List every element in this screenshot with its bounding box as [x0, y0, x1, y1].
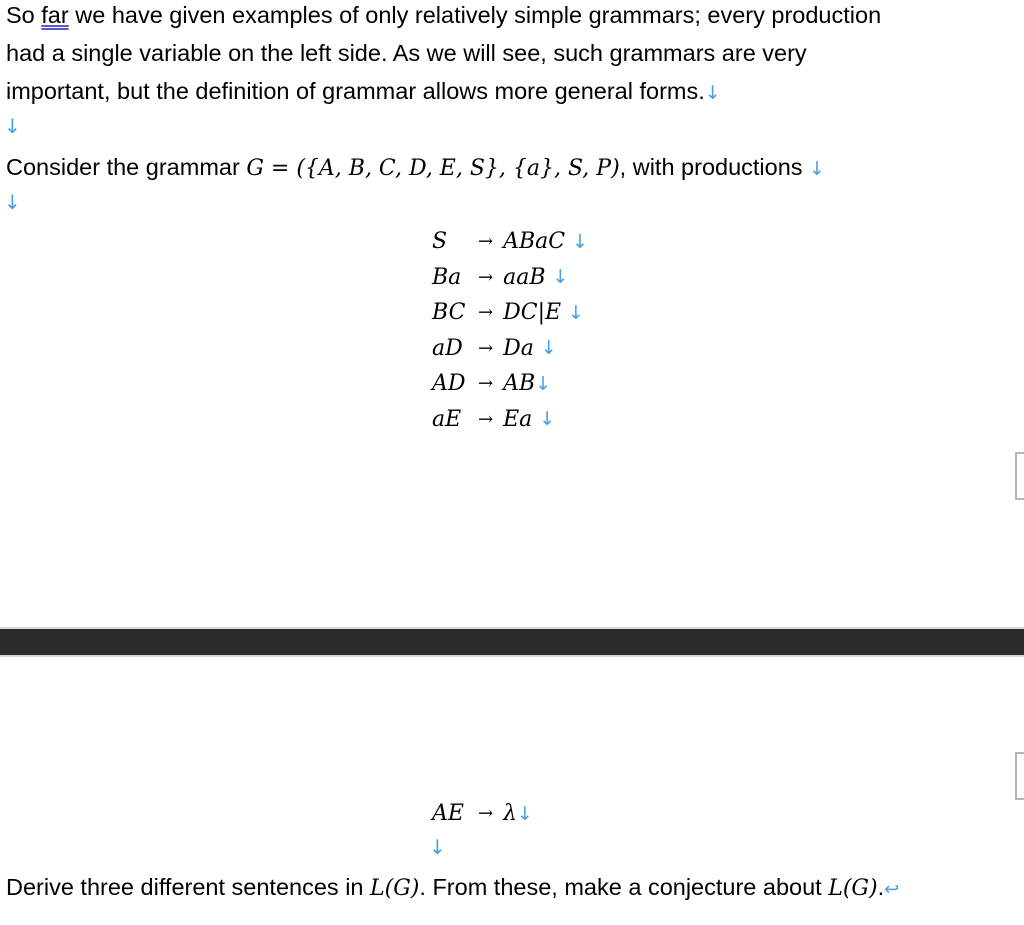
production-rhs: Ea — [503, 406, 533, 432]
paragraph-mark-icon: ↓ — [539, 408, 556, 431]
paragraph-mark-icon: ↓ — [540, 337, 557, 360]
intro-line-2: had a single variable on the left side. As we will see, such grammars are very — [6, 40, 807, 66]
paragraph-intro — [6, 0, 881, 112]
arrow-icon: → — [478, 408, 494, 430]
last-production — [432, 796, 533, 832]
page-margin-bracket — [1015, 452, 1024, 500]
intro-line-1 — [6, 0, 881, 34]
arrow-icon: → — [478, 373, 494, 395]
production-row — [432, 224, 588, 260]
spell-underlined-word[interactable]: far — [41, 2, 69, 28]
production-lhs: Ba — [432, 264, 462, 290]
paragraph-mark-icon: ↓ — [704, 82, 721, 104]
paragraph-mark-icon: ↓ — [552, 266, 569, 289]
production-lhs: aD — [432, 335, 463, 361]
paragraph-derive — [6, 868, 899, 908]
paragraph-mark-icon: ↓ — [809, 158, 825, 180]
page-margin-bracket — [1015, 752, 1024, 800]
arrow-icon: → — [478, 337, 494, 359]
production-row — [432, 295, 588, 331]
production-row — [432, 260, 588, 296]
page-break-edge-bottom — [0, 655, 1024, 657]
paragraph-mark-icon: ↓ — [535, 372, 552, 395]
production-row — [432, 796, 533, 832]
consider-text: Consider the grammar — [6, 154, 247, 180]
paragraph-consider — [6, 148, 825, 188]
paragraph-mark-icon: ↓ — [429, 835, 446, 859]
page-break-bar — [0, 629, 1024, 655]
paragraph-mark-icon: ↓ — [4, 190, 21, 214]
arrow-icon: → — [478, 803, 494, 825]
grammar-definition-math: G = ({A, B, C, D, E, S}, {a}, S, P) — [246, 156, 620, 181]
arrow-icon: → — [478, 231, 494, 253]
production-lhs: BC — [432, 300, 466, 326]
production-lhs: AD — [432, 371, 466, 397]
production-row — [432, 402, 588, 438]
production-rhs: ABaC — [503, 229, 566, 255]
production-rhs: aaB — [503, 264, 546, 290]
production-lhs: aE — [432, 406, 462, 432]
language-math-2: L(G) — [828, 876, 878, 901]
consider-suffix: , with productions — [619, 154, 803, 180]
production-rhs: AB — [503, 371, 536, 397]
production-lhs: S — [432, 229, 448, 255]
derive-text-2: . From these, make a conjecture about — [419, 874, 829, 900]
intro-line-3 — [6, 72, 881, 112]
production-row — [432, 366, 588, 402]
derive-text-3: . — [877, 874, 885, 900]
paragraph-mark-icon: ↓ — [4, 114, 21, 138]
intro-text-rest: we have given examples of only relatively simple grammars; every production — [68, 2, 882, 28]
paragraph-mark-icon: ↓ — [517, 802, 533, 825]
intro-text-start: So — [6, 2, 42, 28]
productions-list — [432, 224, 588, 437]
arrow-icon: → — [478, 266, 494, 288]
paragraph-mark-icon: ↓ — [568, 301, 584, 324]
production-lhs: AE — [432, 801, 464, 827]
language-math-1: L(G) — [370, 876, 420, 901]
paragraph-mark-icon: ↓ — [572, 230, 589, 253]
production-rhs: DC|E — [503, 300, 562, 326]
production-row — [432, 331, 588, 367]
arrow-icon: → — [478, 302, 494, 324]
derive-text-1: Derive three different sentences in — [6, 874, 371, 900]
intro-line-3-text: important, but the definition of grammar allows more general forms. — [6, 78, 705, 104]
return-mark-icon: ↩ — [884, 879, 900, 899]
production-rhs: Da — [503, 335, 534, 361]
production-rhs: λ — [503, 801, 518, 827]
